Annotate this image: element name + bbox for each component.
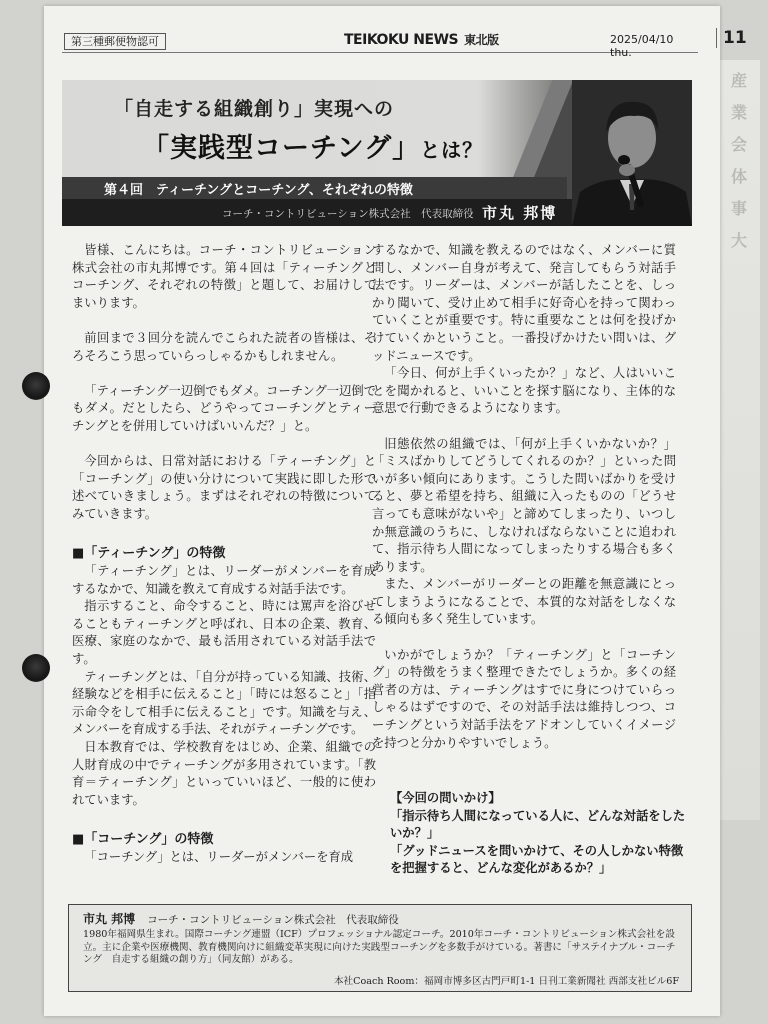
profile-name: 市丸 邦博 コーチ・コントリビューション株式会社 代表取締役 [83,912,399,926]
paragraph: 「コーチング」とは、リーダーがメンバーを育成 [84,850,354,864]
paragraph: 「ティーチング一辺倒でもダメ。コーチング一辺倒でもダメ。だとしたら、どうやってコーチングとティーチングとを併用していけばいいんだ？」と。 [72,383,376,433]
adjacent-page-glyph: 産 [730,71,747,90]
question-1: 「指示待ち人間になっている人に、どんな対話をしたいか？」 [390,808,686,840]
publication-name: TEIKOKU NEWS 東北版 [344,32,499,48]
adjacent-page-glyph: 大 [730,231,747,250]
paragraph-gap [372,418,676,436]
section-heading: ■「ティーチング」の特徴 [72,546,226,562]
paragraph-gap [72,365,376,383]
adjacent-page-glyph: 業 [730,103,747,122]
paragraph-gap [72,809,376,827]
paragraph-gap [72,312,376,330]
questions-heading: 【今回の問いかけ】 [390,791,501,805]
paragraph-gap [72,524,376,542]
questions-box [390,790,688,878]
page-number: 11 [716,28,747,48]
author-photo [572,80,692,226]
paragraph: いかがでしょうか？「ティーチング」と「コーチング」の特徴をうまく整理できたでしょうか。多くの経営者の方は、ティーチングはすでに身につけていらっしゃるはずですので、その対話手法は維持しつつ、コーチングという対話手法をアドオンしていくイメージを持つと分かりやすいでしょう。 [372,647,676,750]
banner-title-line1: 「自走する組織創り」実現への [114,98,395,120]
author-profile-box [68,904,692,992]
article-column-left [72,242,376,867]
banner-title-main: 「実践型コーチング」とは？ [142,133,484,164]
paragraph-gap [372,629,676,647]
paragraph: 指示すること、命令すること、時には罵声を浴びせることもティーチングと呼ばれ、日本の企業、教育、医療、家庭のなかで、最も活用されている対話手法です。 [72,599,376,667]
article-column-right [372,242,676,752]
author-company: コーチ・コントリビューション株式会社 代表取締役 [222,208,474,220]
article-banner [62,80,692,226]
author-name: 市丸 邦博 [482,204,558,222]
adjacent-page-edge [718,60,760,820]
section-heading: ■「コーチング」の特徴 [72,832,214,847]
adjacent-page-glyph: 会 [730,135,747,154]
adjacent-page-glyph: 体 [730,167,747,186]
profile-address: 本社Coach Room：福岡市博多区古門戸町1-1 日刊工業新聞社 西部支社ビル6F [333,976,679,987]
binder-hole [22,372,50,400]
paragraph: 今回からは、日常対話における「ティーチング」と「コーチング」の使い分けについて実践に即した形で述べていきましょう。まずはそれぞれの特徴についてみていきます。 [72,454,376,521]
paragraph: 「ティーチング」とは、リーダーがメンバーを育成するなかで、知識を教えて育成する対話手法です。 [72,564,376,596]
question-2: 「グッドニュースを問いかけて、その人しかない特徴を把握すると、どんな変化があるか？」 [390,843,684,875]
binder-hole [22,654,50,682]
paragraph: 旧態依然の組織では、「何が上手くいかないか？」「ミスばかりしてどうしてくれるのか？」といった問いが多い傾向にあります。こうした問いばかりを受けると、夢と希望を持ち、組織に入ったものの「どうせ言っても意味がないや」と諦めてしまったり、いつしか無意識のうちに、しなければならないことに追われて、指示待ち人間になってしまったりする場合も多くあります。 [372,436,676,574]
paragraph-gap [72,436,376,454]
postal-permit: 第三種郵便物認可 [64,33,166,50]
page-header [62,28,747,59]
profile-text: 1980年福岡県生まれ。国際コーチング連盟（ICF）プロフェッショナル認定コーチ。2010年コーチ・コントリビューション株式会社を設立。主に企業や医療機関、教育機関向けに組織変革実現に向けた実践型コーチングを多数手がけている。著書に「サステイナブル・コーチング 自走する組織の創り方」（同友館）がある。 [83,929,676,965]
author-bar [62,199,622,226]
paragraph: 皆様、こんにちは。コーチ・コントリビューション株式会社の市丸邦博です。第４回は「ティーチングとコーチング、それぞれの特徴」と題して、お届けしてまいります。 [72,243,376,310]
paragraph: 日本教育では、学校教育をはじめ、企業、組織での人財育成の中でティーチングが多用されています。「教育＝ティーチング」といっていいほど、一般的に使われています。 [72,740,376,807]
series-subtitle-bar: 第４回 ティーチングとコーチング、それぞれの特徴 [62,177,567,199]
paragraph: ティーチングとは、「自分が持っている知識、技術、経験などを相手に伝えること」「時には怒ること」「指示命令をして相手に伝えること」です。知識を与え、メンバーを育成する手法、それがティーチングです。 [72,669,376,737]
paragraph: 「今日、何が上手くいったか？」など、人はいいことを聞かれると、いいことを探す脳になり、主体的な意思で行動できるようになります。 [372,366,676,416]
paragraph: するなかで、知識を教えるのではなく、メンバーに質問し、メンバー自身が考えて、発言してもらう対話手法です。リーダーは、メンバーが話したことを、しっかり聞いて、受け止めて相手に好奇心を持って関わっていくことが重要です。特に重要なことは何を投げかけていくかということ。一番投げかけたい問いは、グッドニュースです。 [372,243,676,363]
paragraph: また、メンバーがリーダーとの距離を無意識にとってしまうようになることで、本質的な対話をしなくなる傾向も多く発生しています。 [372,577,676,627]
adjacent-page-glyph: 事 [730,199,747,218]
issue-date: 2025/04/10 thu. [610,33,674,59]
paragraph: 前回まで３回分を読んでこられた読者の皆様は、そろそろこう思っていらっしゃるかもしれません。 [72,330,376,363]
